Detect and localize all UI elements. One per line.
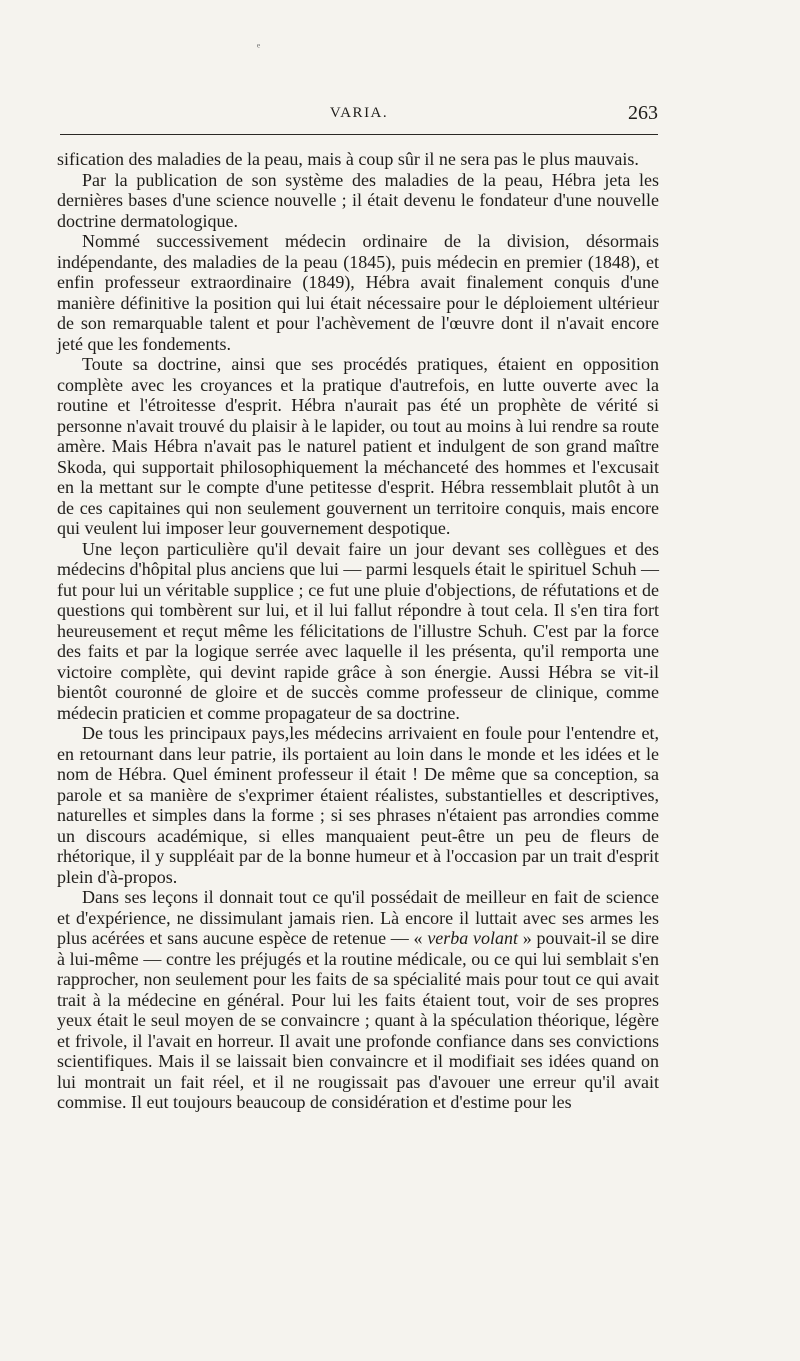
- stray-mark: ᵉ: [257, 40, 261, 54]
- latin-phrase: verba volant: [427, 928, 519, 948]
- paragraph-3: Nommé successivement médecin ordinaire de la division, désormais indépendante, des maladies de la peau (1845), puis médecin en premier (1848), et enfin professeur extraordinaire (1849), Hébra avait finalement conquis d'une manière définitive la position qui lui était nécessaire pour le déploiement ultérieur de son remarquable talent et pour l'achèvement de l'œuvre dont il n'avait encore jeté que les fondements.: [57, 231, 659, 354]
- paragraph-7: [57, 887, 659, 1113]
- page-header: [60, 102, 658, 124]
- header-rule: [60, 134, 658, 135]
- paragraph-6: De tous les principaux pays,les médecins arrivaient en foule pour l'entendre et, en retournant dans leur patrie, ils portaient au loin dans le monde et les idées et le nom de Hébra. Quel éminent professeur il était ! De même que sa conception, sa parole et sa manière de s'exprimer étaient réalistes, substantielles et descriptives, naturelles et simples dans la forme ; si ses phrases n'étaient pas arrondies comme un discours académique, si elles manquaient peut-être un peu de fleurs de rhétorique, il y suppléait par de la bonne humeur et à l'occasion par un trait d'esprit plein d'à-propos.: [57, 723, 659, 887]
- body-text: [57, 149, 659, 1113]
- paragraph-5: Une leçon particulière qu'il devait faire un jour devant ses collègues et des médecins d'hôpital plus anciens que lui — parmi lesquels était le spirituel Schuh — fut pour lui un véritable supplice ; ce fut une pluie d'objections, de réfutations et de questions qui tombèrent sur lui, et il lui fallut répondre à tout cela. Il s'en tira fort heureusement et reçut même les félicitations de l'illustre Schuh. C'est par la force des faits et par la logique serrée avec laquelle il les présenta, qu'il remporta une victoire complète, qui devint rapide grâce à son énergie. Aussi Hébra se vit-il bientôt couronné de gloire et de succès comme professeur de clinique, comme médecin praticien et comme propagateur de sa doctrine.: [57, 538, 659, 723]
- paragraph-7-start: Dans ses leçons il donnait tout ce qu'il possédait de meilleur en fait de science et d'expérience, ne dissimulant jamais rien. Là encore il luttait avec ses armes les plus acérées et sans aucune espèce de retenue — «: [57, 887, 659, 948]
- paragraph-7-end: » pouvait-il se dire à lui-même — contre les préjugés et la routine médicale, ou ce qui lui semblait s'en rapprocher, non seulement pour les faits de sa spécialité mais pour tout ce qui avait trait à la médecine en général. Pour lui les faits étaient tout, voir de ses propres yeux était le seul moyen de se convaincre ; quant à la spéculation théorique, légère et frivole, il l'avait en horreur. Il avait une profonde confiance dans ses convictions scientifiques. Mais il se laissait bien convaincre et il modifiait ses idées quand on lui montrait un fait réel, et il ne rougissait pas d'avouer une erreur qu'il avait commise. Il eut toujours beaucoup de considération et d'estime pour les: [57, 928, 660, 1112]
- page-number: 263: [628, 102, 658, 124]
- paragraph-1: sification des maladies de la peau, mais à coup sûr il ne sera pas le plus mauvais.: [57, 149, 639, 169]
- paragraph-2: Par la publication de son système des maladies de la peau, Hébra jeta les dernières bases d'une science nouvelle ; il était devenu le fondateur d'une nouvelle doctrine dermatologique.: [57, 169, 659, 231]
- running-head: VARIA.: [329, 105, 389, 121]
- paragraph-4: Toute sa doctrine, ainsi que ses procédés pratiques, étaient en opposition complète avec les croyances et la pratique d'autrefois, en lutte ouverte avec la routine et l'étroitesse d'esprit. Hébra n'aurait pas été un prophète de vérité si personne n'avait trouvé du plaisir à le lapider, ou tout au moins à lui rendre sa route amère. Mais Hébra n'avait pas le naturel patient et indulgent de son grand maître Skoda, qui supportait philosophiquement la méchanceté des hommes et l'excusait en la mettant sur le compte d'une petitesse d'esprit. Hébra ressemblait plutôt à un de ces capitaines qui non seulement gouvernent un territoire conquis, mais encore qui veulent lui imposer leur gouvernement despotique.: [57, 354, 659, 538]
